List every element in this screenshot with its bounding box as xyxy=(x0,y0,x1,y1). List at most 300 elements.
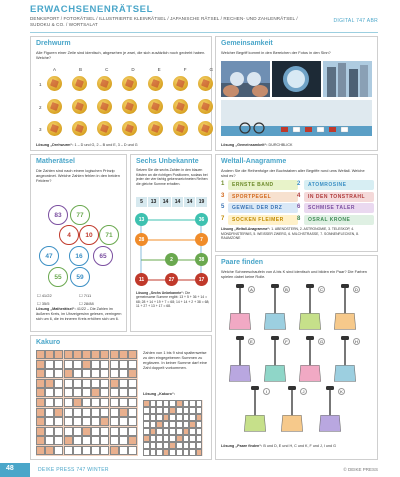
page-title: ERWACHSENENRÄTSEL xyxy=(30,4,153,15)
solution-text: 1 – D und G, 2 – B und E, 3 – D und G xyxy=(74,143,138,147)
mathe-solution xyxy=(36,307,124,321)
kakuro-solution-cell xyxy=(176,449,183,456)
kakuro-clue-cell xyxy=(119,350,128,359)
kakuro-empty-cell[interactable] xyxy=(91,360,100,369)
kakuro-clue-cell xyxy=(45,350,54,359)
photo-tunnel-view xyxy=(272,61,321,97)
drehwurm-text: Alle Figuren einer Zeile sind identisch, abgesehen je zwei, die sich zusätzlich noch gedreht haben. Welche? xyxy=(36,50,206,60)
number-dot: 17 xyxy=(195,273,208,286)
kakuro-empty-cell[interactable] xyxy=(100,360,109,369)
kakuro-solution-grid xyxy=(143,400,203,456)
puzzle-figure xyxy=(97,121,112,136)
anagram-word: SCHMISE TALER xyxy=(304,203,374,213)
kakuro-empty-cell[interactable] xyxy=(54,388,63,397)
kakuro-empty-cell[interactable] xyxy=(110,398,119,407)
kakuro-empty-cell[interactable] xyxy=(73,388,82,397)
kakuro-empty-cell[interactable] xyxy=(73,379,82,388)
shovel-label: A xyxy=(248,286,255,293)
puzzle-figure xyxy=(198,121,213,136)
kakuro-empty-cell[interactable] xyxy=(119,398,128,407)
solution-text: 1. ABENDSTERN, 2. ASTRONOMIE, 3. TELESKOP, 4. MONDFINSTERNIS, 5. WEISSER ZWERG, 6. MILCHSTRASSE, 7. SONNENFLECKEN, 8. RAUMZONE xyxy=(221,227,359,240)
kakuro-empty-cell[interactable] xyxy=(45,369,54,378)
kakuro-empty-cell[interactable] xyxy=(119,436,128,445)
kakuro-solution-cell xyxy=(163,449,170,456)
kakuro-empty-cell[interactable] xyxy=(91,417,100,426)
kakuro-empty-cell[interactable] xyxy=(128,417,137,426)
kakuro-empty-cell[interactable] xyxy=(119,360,128,369)
kakuro-empty-cell[interactable] xyxy=(119,446,128,455)
anagram-word: ERNSTE BAND xyxy=(228,180,298,190)
number-circle: 16 xyxy=(69,246,89,266)
col-label: B xyxy=(79,67,83,72)
kakuro-empty-cell[interactable] xyxy=(100,379,109,388)
sechs-text: Setzen Sie die sechs Zahlen in den blauen Kästen an die richtigen Positionen, sodass bei jeder der vier farbig gekennzeichneten Reihen die gleiche Summe erhalten. xyxy=(136,168,208,186)
puzzle-figure xyxy=(148,76,163,91)
row-label: 3 xyxy=(39,127,42,132)
kakuro-solution-cell xyxy=(169,407,176,414)
kakuro-solution-cell xyxy=(169,414,176,421)
kakuro-empty-cell[interactable] xyxy=(128,398,137,407)
kakuro-clue-cell xyxy=(36,350,45,359)
drehwurm-panel xyxy=(30,36,212,151)
kakuro-empty-cell[interactable] xyxy=(119,417,128,426)
number-dot: 27 xyxy=(165,273,178,286)
sechs-title: Sechs Unbekannte xyxy=(136,158,199,165)
kakuro-clue-cell xyxy=(110,379,119,388)
strip-number: 5 xyxy=(136,197,147,207)
col-label: C xyxy=(105,67,109,72)
kakuro-empty-cell[interactable] xyxy=(64,360,73,369)
kakuro-solution-cell xyxy=(169,435,176,442)
photo-cyclist-bar xyxy=(221,100,372,136)
anagram-word: GEWEIL DER DRZ xyxy=(228,203,298,213)
kakuro-clue-cell xyxy=(36,427,45,436)
kakuro-solution-cell xyxy=(163,428,170,435)
kakuro-empty-cell[interactable] xyxy=(91,369,100,378)
kakuro-empty-cell[interactable] xyxy=(64,427,73,436)
kakuro-empty-cell[interactable] xyxy=(45,436,54,445)
page-number: 48 xyxy=(6,465,14,472)
puzzle-figure xyxy=(173,76,188,91)
kakuro-empty-cell[interactable] xyxy=(64,388,73,397)
kakuro-empty-cell[interactable] xyxy=(91,446,100,455)
kakuro-empty-cell[interactable] xyxy=(91,408,100,417)
kakuro-empty-cell[interactable] xyxy=(73,417,82,426)
solution-label: Lösung „Matherätsel“: xyxy=(36,307,76,311)
kakuro-empty-cell[interactable] xyxy=(54,379,63,388)
kakuro-empty-cell[interactable] xyxy=(54,360,63,369)
kakuro-empty-cell[interactable] xyxy=(54,436,63,445)
kakuro-clue-cell xyxy=(64,436,73,445)
kakuro-solution-cell xyxy=(196,428,203,435)
kakuro-solution-cell xyxy=(183,435,190,442)
anagram-number: 4 xyxy=(297,192,301,199)
kakuro-solution-cell xyxy=(176,407,183,414)
kakuro-empty-cell[interactable] xyxy=(91,436,100,445)
kakuro-solution-cell xyxy=(189,442,196,449)
kakuro-empty-cell[interactable] xyxy=(100,408,109,417)
kakuro-empty-cell[interactable] xyxy=(73,446,82,455)
kakuro-solution-cell xyxy=(189,400,196,407)
number-strip xyxy=(136,197,207,207)
sechs-panel xyxy=(130,154,212,332)
kakuro-solution-cell xyxy=(183,407,190,414)
kakuro-clue-cell xyxy=(128,436,137,445)
solution-text: Die gemeinsame Summe ergibt: 13 + 5 + 36 + 14 = 68; 28 + 14 + 19 + 7 = 68; 14 + 14 + 2 + 38 = 68; 11 + 27 + 13 + 17 = 68. xyxy=(136,291,210,309)
kakuro-empty-cell[interactable] xyxy=(110,417,119,426)
kakuro-empty-cell[interactable] xyxy=(128,360,137,369)
puzzle-figure xyxy=(97,76,112,91)
kakuro-empty-cell[interactable] xyxy=(73,436,82,445)
answer-options xyxy=(37,293,121,306)
kakuro-clue-cell xyxy=(45,446,54,455)
kakuro-clue-cell xyxy=(91,350,100,359)
kakuro-empty-cell[interactable] xyxy=(64,408,73,417)
kakuro-empty-cell[interactable] xyxy=(82,369,91,378)
puzzle-row xyxy=(47,121,213,137)
kakuro-solution-cell xyxy=(163,400,170,407)
puzzle-figure xyxy=(173,99,188,114)
drehwurm-solution xyxy=(36,143,211,148)
kakuro-solution-cell xyxy=(163,435,170,442)
kakuro-solution-cell xyxy=(176,428,183,435)
kakuro-solution-cell xyxy=(150,414,157,421)
kakuro-clue-cell xyxy=(73,350,82,359)
kakuro-solution-cell xyxy=(176,442,183,449)
kakuro-empty-cell[interactable] xyxy=(45,417,54,426)
kakuro-clue-cell xyxy=(82,350,91,359)
kakuro-clue-cell xyxy=(36,408,45,417)
solution-text: B und D, E und H, C und K, F und J, I und G xyxy=(263,444,336,448)
strip-number: 14 xyxy=(184,197,195,207)
kakuro-clue-cell xyxy=(36,436,45,445)
kakuro-empty-cell[interactable] xyxy=(119,369,128,378)
drehwurm-title: Drehwurm xyxy=(36,40,71,47)
number-dot: 7 xyxy=(195,233,208,246)
number-circle: 83 xyxy=(48,205,68,225)
kakuro-empty-cell[interactable] xyxy=(100,427,109,436)
kakuro-solution-cell xyxy=(156,449,163,456)
kakuro-empty-cell[interactable] xyxy=(54,417,63,426)
kakuro-solution-cell xyxy=(150,442,157,449)
kakuro-empty-cell[interactable] xyxy=(100,446,109,455)
kakuro-empty-cell[interactable] xyxy=(128,388,137,397)
kakuro-empty-cell[interactable] xyxy=(54,369,63,378)
kakuro-empty-cell[interactable] xyxy=(110,436,119,445)
kakuro-solution-cell xyxy=(156,428,163,435)
solution-text: 41/22 – Die Zahlen im äußeren Kreis, im Uhrzeigersinn gelesen, verringern sich um 6, die im inneren Kreis erhöhen sich um 6. xyxy=(36,307,122,321)
kakuro-clue-cell xyxy=(64,369,73,378)
kakuro-solution-cell xyxy=(176,400,183,407)
anagram-number: 8 xyxy=(297,215,301,222)
kakuro-solution-cell xyxy=(169,428,176,435)
kakuro-empty-cell[interactable] xyxy=(128,408,137,417)
kakuro-empty-cell[interactable] xyxy=(82,379,91,388)
row-label: 1 xyxy=(39,82,42,87)
anagram-number: 1 xyxy=(221,181,225,187)
kakuro-solution-cell xyxy=(150,407,157,414)
kakuro-solution-cell xyxy=(156,442,163,449)
shovel-label: D xyxy=(353,286,360,293)
shovel-label: C xyxy=(318,286,325,293)
kakuro-solution-cell xyxy=(150,421,157,428)
mathe-title: Matherätsel xyxy=(36,158,75,165)
kakuro-solution-cell xyxy=(150,435,157,442)
kakuro-empty-cell[interactable] xyxy=(82,446,91,455)
anagram-number: 2 xyxy=(297,181,301,187)
kakuro-solution-cell xyxy=(189,449,196,456)
kakuro-solution-cell xyxy=(196,442,203,449)
col-label: A xyxy=(53,67,57,72)
kakuro-empty-cell[interactable] xyxy=(73,427,82,436)
kakuro-empty-cell[interactable] xyxy=(82,417,91,426)
kakuro-empty-cell[interactable] xyxy=(82,408,91,417)
kakuro-solution-cell xyxy=(196,449,203,456)
kakuro-clue-cell xyxy=(36,398,45,407)
kakuro-empty-cell[interactable] xyxy=(82,436,91,445)
gemeinsamkeit-solution xyxy=(221,143,371,148)
number-dot: 13 xyxy=(135,213,148,226)
kakuro-solution-cell xyxy=(196,407,203,414)
number-circle: 65 xyxy=(93,246,113,266)
row-label: 2 xyxy=(39,105,42,110)
footer-copyright: © DEIKE PRESS xyxy=(343,467,378,472)
kakuro-solution-cell xyxy=(156,400,163,407)
anagram-word: OSRAL KRONE xyxy=(304,215,374,225)
photo-hands-binoculars xyxy=(221,61,270,97)
puzzle-figure xyxy=(72,76,87,91)
shovel-label: B xyxy=(283,286,290,293)
kakuro-solution-cell xyxy=(156,414,163,421)
kakuro-clue-cell xyxy=(100,417,109,426)
solution-label: Lösung „Gemeinsamkeit“: xyxy=(221,143,268,147)
paare-title: Paare finden xyxy=(221,259,264,266)
anagram-word: SOCKEN FLEIMER xyxy=(228,215,298,225)
kakuro-clue-cell xyxy=(82,360,91,369)
kakuro-title: Kakuro xyxy=(36,339,61,346)
kakuro-empty-cell[interactable] xyxy=(119,388,128,397)
kakuro-solution-cell xyxy=(150,428,157,435)
shovel-label: I xyxy=(263,388,270,395)
puzzle-figure xyxy=(47,76,62,91)
kakuro-clue-cell xyxy=(54,350,63,359)
kakuro-clue-cell xyxy=(128,350,137,359)
number-circle: 77 xyxy=(70,205,90,225)
puzzle-figure xyxy=(72,99,87,114)
strip-number: 13 xyxy=(148,197,159,207)
kakuro-empty-cell[interactable] xyxy=(128,446,137,455)
number-circle: 4 xyxy=(59,225,79,245)
weltall-title: Weltall-Anagramme xyxy=(221,158,287,165)
puzzle-figure xyxy=(198,99,213,114)
kakuro-empty-cell[interactable] xyxy=(91,398,100,407)
kakuro-clue-cell xyxy=(36,379,45,388)
kakuro-solution-cell xyxy=(183,449,190,456)
kakuro-solution-cell xyxy=(143,407,150,414)
puzzle-figure xyxy=(173,121,188,136)
kakuro-empty-cell[interactable] xyxy=(82,398,91,407)
shovel-label: F xyxy=(283,338,290,345)
anagram-number: 5 xyxy=(221,204,225,210)
kakuro-empty-cell[interactable] xyxy=(110,360,119,369)
kakuro-solution-cell xyxy=(183,428,190,435)
kakuro-solution-cell xyxy=(143,449,150,456)
number-circle: 55 xyxy=(48,267,68,287)
kakuro-solution-cell xyxy=(143,435,150,442)
mathe-text: Die Zahlen sind nach einem logischen Prinzip angeordnet. Welche Zahlen fehlen in den beiden Feldern? xyxy=(36,168,120,183)
anagram-word: IN DEN TONSTRAHL xyxy=(304,192,374,202)
kakuro-empty-cell[interactable] xyxy=(119,427,128,436)
weltall-solution xyxy=(221,227,374,241)
weltall-text: Ändern Sie die Reihenfolge der Buchstaben aller Begriffe rund ums Weltall. Welche sind es? xyxy=(221,168,365,178)
kakuro-solution-cell xyxy=(196,421,203,428)
kakuro-solution-cell xyxy=(143,421,150,428)
paare-text: Welche Schneeschaufeln von A bis K sind identisch und bilden ein Paar? Die Farben spielen dabei keine Rolle. xyxy=(221,269,367,279)
anagram-word: ATOMROSINE xyxy=(304,180,374,190)
strip-number: 19 xyxy=(196,197,207,207)
kakuro-solution-cell xyxy=(196,414,203,421)
kakuro-empty-cell[interactable] xyxy=(110,408,119,417)
sechs-solution xyxy=(136,291,210,309)
page-subtitle: DENKSPORT / FOTORÄTSEL / ILLUSTRIERTE KLEINRÄTSEL / JAPANISCHE RÄTSEL / RECHEN- UND ZAHLENRÄTSEL / SUDOKU & CO. / WORTSALAT xyxy=(30,16,298,28)
kakuro-solution-cell xyxy=(156,435,163,442)
kakuro-solution-cell xyxy=(169,449,176,456)
kakuro-clue-cell xyxy=(119,408,128,417)
puzzle-figure xyxy=(97,99,112,114)
kakuro-empty-cell[interactable] xyxy=(110,388,119,397)
kakuro-empty-cell[interactable] xyxy=(45,427,54,436)
kakuro-empty-cell[interactable] xyxy=(45,360,54,369)
kakuro-empty-cell[interactable] xyxy=(91,379,100,388)
kakuro-empty-cell[interactable] xyxy=(54,427,63,436)
kakuro-clue-cell xyxy=(36,388,45,397)
kakuro-clue-cell xyxy=(73,398,82,407)
kakuro-empty-cell[interactable] xyxy=(128,427,137,436)
kakuro-empty-cell[interactable] xyxy=(45,408,54,417)
strip-number: 14 xyxy=(160,197,171,207)
anagram-number: 3 xyxy=(221,192,225,199)
kakuro-solution-cell xyxy=(143,442,150,449)
shovel-label: G xyxy=(319,339,324,344)
kakuro-empty-cell[interactable] xyxy=(73,369,82,378)
shovel-label: K xyxy=(338,388,345,395)
number-circle: 47 xyxy=(39,246,59,266)
kakuro-solution-cell xyxy=(189,428,196,435)
kakuro-clue-cell xyxy=(45,379,54,388)
kakuro-clue-cell xyxy=(91,388,100,397)
kakuro-empty-cell[interactable] xyxy=(64,417,73,426)
kakuro-empty-cell[interactable] xyxy=(45,388,54,397)
solution-text: DURCHBLICK xyxy=(268,143,293,147)
kakuro-clue-cell xyxy=(82,427,91,436)
kakuro-solution-cell xyxy=(163,414,170,421)
footer-publication: DEIKE PRESS 747 WINTER xyxy=(38,467,109,473)
kakuro-clue-cell xyxy=(36,417,45,426)
anagram-number: 7 xyxy=(221,215,225,222)
kakuro-empty-cell[interactable] xyxy=(64,379,73,388)
number-dot: 38 xyxy=(195,253,208,266)
kakuro-solution-cell xyxy=(143,428,150,435)
mathe-panel xyxy=(30,154,127,332)
kakuro-solution-cell xyxy=(156,421,163,428)
kakuro-empty-cell[interactable] xyxy=(54,398,63,407)
kakuro-solution-cell xyxy=(169,421,176,428)
kakuro-empty-cell[interactable] xyxy=(73,360,82,369)
kakuro-solution-cell xyxy=(163,421,170,428)
puzzle-figure xyxy=(47,99,62,114)
answer-option[interactable]: ☐ 35/5 xyxy=(37,301,50,306)
kakuro-solution-cell xyxy=(150,449,157,456)
kakuro-empty-cell[interactable] xyxy=(100,436,109,445)
weltall-panel xyxy=(215,154,378,252)
col-label: D xyxy=(131,67,135,72)
solution-label: Lösung „Sechs Unbekannte“: xyxy=(136,291,185,295)
kakuro-solution-cell xyxy=(196,435,203,442)
kakuro-empty-cell[interactable] xyxy=(45,398,54,407)
kakuro-empty-cell[interactable] xyxy=(100,369,109,378)
kakuro-solution-cell xyxy=(196,400,203,407)
puzzle-figure xyxy=(122,76,137,91)
kakuro-empty-cell[interactable] xyxy=(110,427,119,436)
kakuro-empty-cell[interactable] xyxy=(73,408,82,417)
kakuro-grid xyxy=(36,350,138,456)
kakuro-empty-cell[interactable] xyxy=(91,427,100,436)
kakuro-empty-cell[interactable] xyxy=(64,446,73,455)
solution-label: Lösung „Kakuro“: xyxy=(143,392,175,396)
kakuro-panel xyxy=(30,335,212,460)
kakuro-clue-cell xyxy=(128,369,137,378)
puzzle-figure xyxy=(148,99,163,114)
kakuro-empty-cell[interactable] xyxy=(119,379,128,388)
kakuro-solution-cell xyxy=(183,442,190,449)
puzzle-row xyxy=(47,99,213,115)
kakuro-empty-cell[interactable] xyxy=(54,446,63,455)
kakuro-empty-cell[interactable] xyxy=(110,369,119,378)
kakuro-solution-cell xyxy=(183,400,190,407)
solution-label: Lösung „Drehwurm“: xyxy=(36,143,74,147)
kakuro-empty-cell[interactable] xyxy=(82,388,91,397)
number-dot: 28 xyxy=(135,233,148,246)
kakuro-clue-cell xyxy=(110,350,119,359)
paare-panel xyxy=(215,255,378,460)
answer-option[interactable]: ☐ 28/88 xyxy=(79,301,94,306)
kakuro-solution-cell xyxy=(176,435,183,442)
anagram-word: SPORTPEGEL xyxy=(228,192,298,202)
answer-option[interactable]: ☐ 41/22 xyxy=(37,293,52,298)
kakuro-empty-cell[interactable] xyxy=(128,379,137,388)
col-label: G xyxy=(209,67,213,72)
puzzle-figure xyxy=(47,121,62,136)
kakuro-empty-cell[interactable] xyxy=(100,398,109,407)
answer-option[interactable]: ☐ 7/11 xyxy=(79,293,92,298)
anagram-number: 6 xyxy=(297,204,301,210)
kakuro-clue-cell xyxy=(36,360,45,369)
strip-number: 14 xyxy=(172,197,183,207)
kakuro-solution-cell xyxy=(163,407,170,414)
solution-label: Lösung „Weltall-Anagramme“: xyxy=(221,227,271,231)
puzzle-figure xyxy=(72,121,87,136)
col-label: E xyxy=(157,67,161,72)
footer-bar xyxy=(0,463,30,477)
kakuro-solution-cell xyxy=(169,400,176,407)
kakuro-empty-cell[interactable] xyxy=(100,388,109,397)
kakuro-solution-cell xyxy=(156,407,163,414)
kakuro-empty-cell[interactable] xyxy=(64,398,73,407)
puzzle-figure xyxy=(122,121,137,136)
number-circle: 71 xyxy=(99,225,119,245)
kakuro-solution-cell xyxy=(163,442,170,449)
puzzle-row xyxy=(47,76,213,92)
